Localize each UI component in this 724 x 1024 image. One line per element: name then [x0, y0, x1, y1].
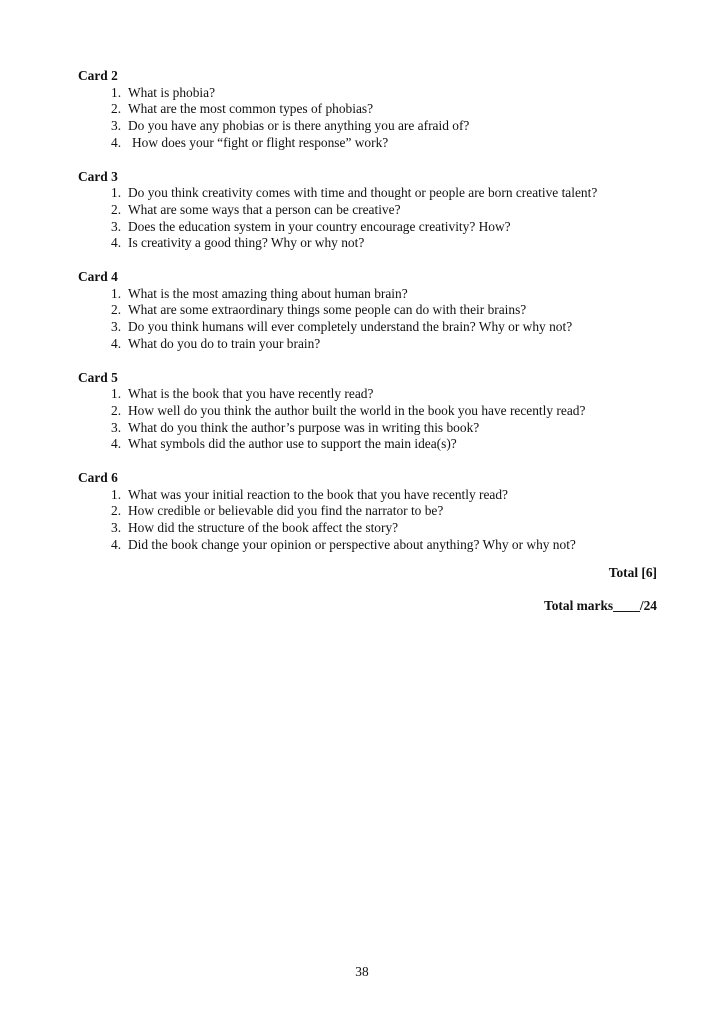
question-item — [78, 235, 668, 252]
question-item — [78, 185, 668, 202]
question-text: What do you think the author’s purpose was in writing this book? — [128, 419, 480, 435]
question-text: Do you think creativity comes with time and thought or people are born creative talent? — [128, 185, 598, 201]
question-text: What is phobia? — [128, 84, 216, 100]
card-title: Card 4 — [78, 269, 118, 285]
question-item — [78, 118, 668, 135]
question-number: 4. — [111, 335, 122, 351]
question-list — [78, 185, 668, 252]
card-title: Card 6 — [78, 470, 118, 486]
question-text: Do you have any phobias or is there anything you are afraid of? — [128, 118, 470, 134]
question-number: 3. — [111, 520, 122, 536]
question-number: 1. — [111, 84, 122, 100]
question-number: 4. — [111, 235, 122, 251]
question-number: 4. — [111, 536, 122, 552]
question-list — [78, 286, 668, 353]
question-text: Is creativity a good thing? Why or why not? — [128, 235, 365, 251]
question-text: Did the book change your opinion or perspective about anything? Why or why not? — [128, 536, 576, 552]
question-text: How did the structure of the book affect the story? — [128, 520, 399, 536]
question-item — [78, 219, 668, 236]
question-item — [78, 386, 668, 403]
card-2 — [78, 68, 668, 152]
question-text: Do you think humans will ever completely understand the brain? Why or why not? — [128, 319, 573, 335]
question-number: 1. — [111, 185, 122, 201]
question-item — [78, 436, 668, 453]
question-text: What do you do to train your brain? — [128, 335, 321, 351]
question-item — [78, 101, 668, 118]
section-total: Total [6] — [608, 565, 657, 580]
question-item — [78, 520, 668, 537]
question-number: 4. — [111, 436, 122, 452]
question-number: 3. — [111, 419, 122, 435]
card-5 — [78, 370, 668, 454]
question-item — [78, 537, 668, 554]
question-item — [78, 503, 668, 520]
card-title: Card 2 — [78, 68, 118, 83]
question-number: 2. — [111, 402, 122, 418]
document-body — [78, 68, 668, 571]
question-text: What was your initial reaction to the book that you have recently read? — [128, 486, 509, 502]
card-title: Card 5 — [78, 369, 118, 385]
question-number: 1. — [111, 386, 122, 402]
question-number: 2. — [111, 302, 122, 318]
question-item — [78, 135, 668, 152]
total-marks: Total marks____/24 — [544, 598, 657, 613]
question-item — [78, 336, 668, 353]
question-text: How credible or believable did you find the narrator to be? — [128, 503, 444, 519]
question-list — [78, 85, 668, 152]
question-number: 3. — [111, 319, 122, 335]
question-text: How well do you think the author built the world in the book you have recently read? — [128, 402, 586, 418]
question-text: Does the education system in your country encourage creativity? How? — [128, 218, 511, 234]
question-number: 2. — [111, 503, 122, 519]
question-list — [78, 386, 668, 453]
question-number: 1. — [111, 486, 122, 502]
question-number: 2. — [111, 201, 122, 217]
question-list — [78, 487, 668, 554]
question-text: What are some extraordinary things some people can do with their brains? — [128, 302, 527, 318]
question-item — [78, 420, 668, 437]
question-text: What symbols did the author use to support the main idea(s)? — [128, 436, 457, 452]
question-item — [78, 319, 668, 336]
card-3 — [78, 169, 668, 253]
question-item — [78, 202, 668, 219]
question-number: 4. — [111, 134, 122, 150]
question-number: 2. — [111, 101, 122, 117]
page-number: 38 — [355, 964, 369, 979]
card-6 — [78, 470, 668, 554]
card-4 — [78, 269, 668, 353]
question-text: How does your “fight or flight response” work? — [132, 134, 389, 150]
question-item — [78, 85, 668, 102]
question-text: What is the book that you have recently read? — [128, 386, 374, 402]
question-item — [78, 403, 668, 420]
question-text: What are some ways that a person can be creative? — [128, 201, 401, 217]
question-item — [78, 286, 668, 303]
question-number: 3. — [111, 218, 122, 234]
question-item — [78, 302, 668, 319]
question-item — [78, 487, 668, 504]
question-text: What is the most amazing thing about human brain? — [128, 285, 408, 301]
question-text: What are the most common types of phobias? — [128, 101, 374, 117]
card-title: Card 3 — [78, 168, 118, 184]
question-number: 1. — [111, 285, 122, 301]
question-number: 3. — [111, 118, 122, 134]
